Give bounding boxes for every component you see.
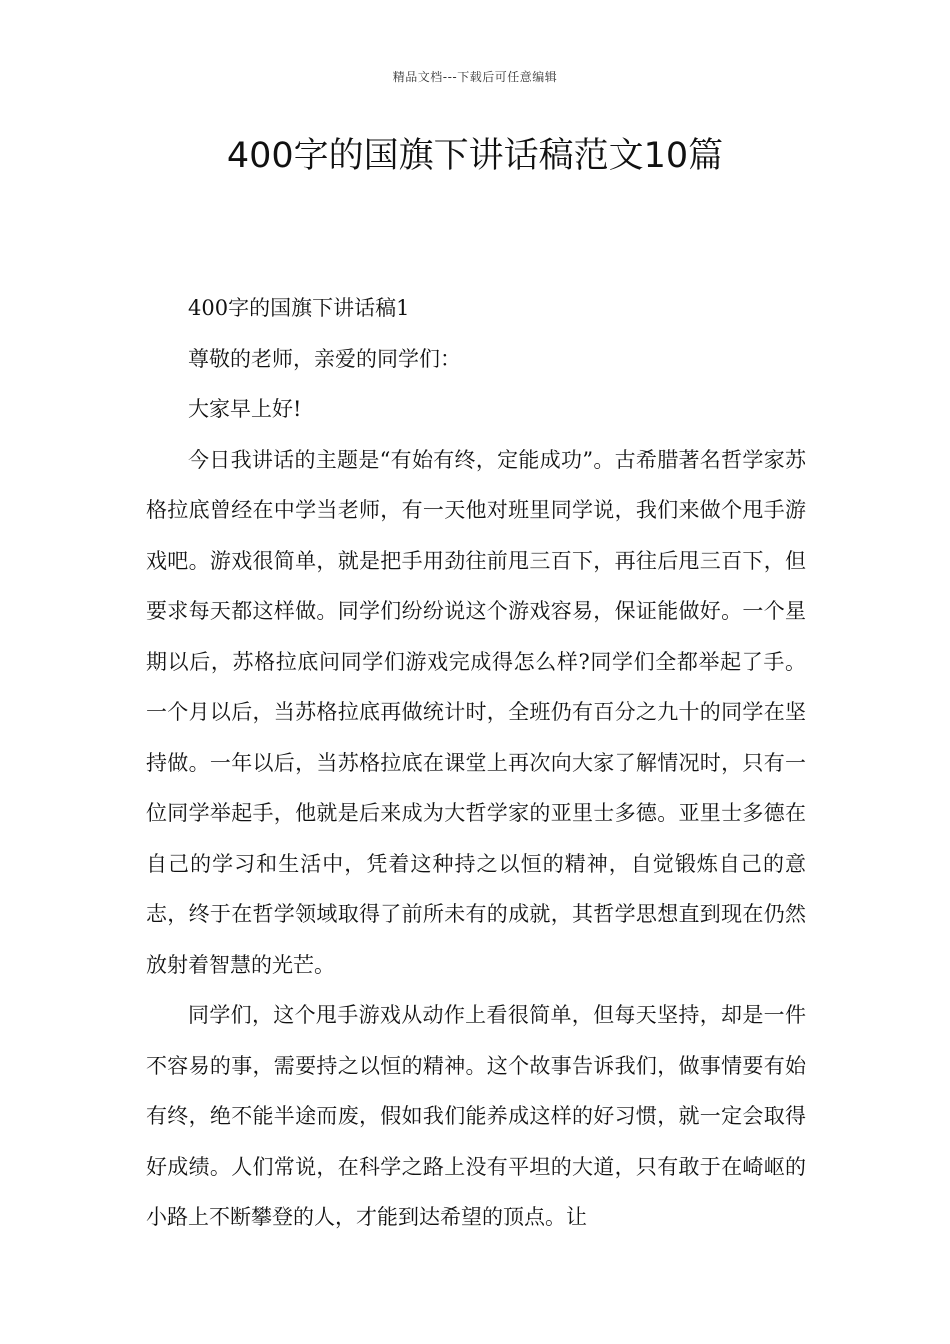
header-note: 精品文档---下载后可任意编辑 (392, 70, 558, 84)
section-heading: 400字的国旗下讲话稿1 (188, 296, 410, 320)
greeting: 大家早上好! (188, 397, 302, 421)
document-body (146, 283, 806, 1243)
body-paragraph: 同学们，这个甩手游戏从动作上看很简单，但每天坚持，却是一件不容易的事，需要持之以恒的精神。这个故事告诉我们，做事情要有始有终，绝不能半途而废，假如我们能养成这样的好习惯，就一定会取得好成绩。人们常说，在科学之路上没有平坦的大道，只有敢于在崎岖的小路上不断攀登的人，才能到达希望的顶点。让 (146, 1003, 806, 1229)
body-paragraph: 今日我讲话的主题是“有始有终，定能成功”。古希腊著名哲学家苏格拉底曾经在中学当老师，有一天他对班里同学说，我们来做个甩手游戏吧。游戏很简单，就是把手用劲往前甩三百下，再往后甩三百下，但要求每天都这样做。同学们纷纷说这个游戏容易，保证能做好。一个星期以后，苏格拉底问同学们游戏完成得怎么样?同学们全都举起了手。一个月以后，当苏格拉底再做统计时，全班仍有百分之九十的同学在坚持做。一年以后，当苏格拉底在课堂上再次向大家了解情况时，只有一位同学举起手，他就是后来成为大哲学家的亚里士多德。亚里士多德在自己的学习和生活中，凭着这种持之以恒的精神，自觉锻炼自己的意志，终于在哲学领域取得了前所未有的成就，其哲学思想直到现在仍然放射着智慧的光芒。 (146, 447, 806, 977)
salutation: 尊敬的老师，亲爱的同学们： (188, 346, 461, 371)
document-title: 400字的国旗下讲话稿范文10篇 (226, 136, 724, 176)
